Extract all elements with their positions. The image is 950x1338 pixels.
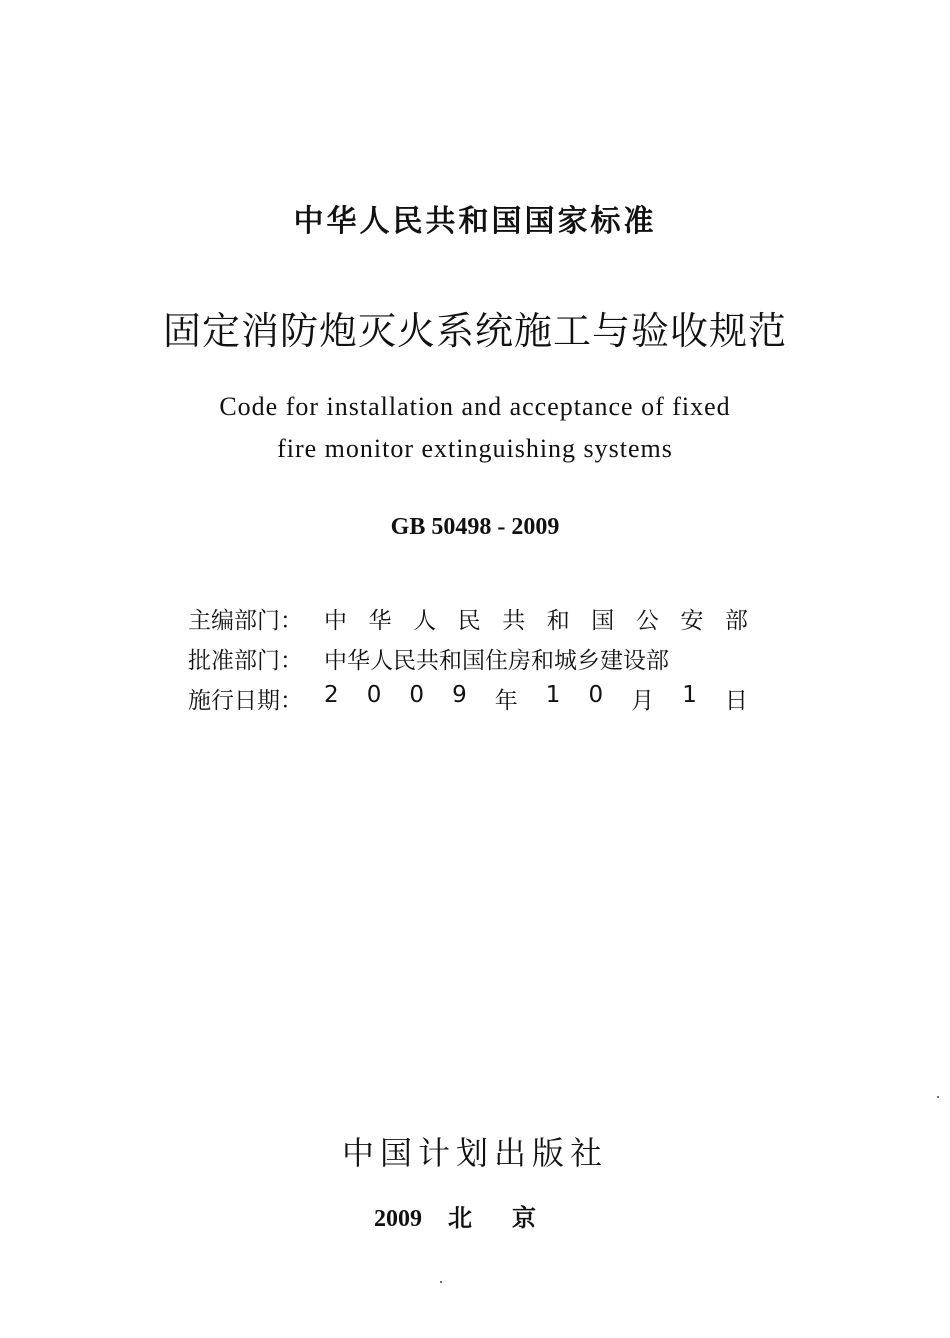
approver-value: 中华人民共和国住房和城乡建设部 xyxy=(324,647,669,674)
date-char: 0 xyxy=(366,681,382,708)
editor-char: 公 xyxy=(635,607,659,634)
document-title-english xyxy=(0,386,950,470)
effective-date-label: 施行日期： xyxy=(188,687,303,714)
date-char: 日 xyxy=(724,687,748,714)
effective-date-value xyxy=(324,682,748,715)
date-char: 1 xyxy=(545,681,561,708)
standard-code: GB 50498 - 2009 xyxy=(390,514,560,540)
scan-speck xyxy=(937,1096,939,1098)
editor-value xyxy=(324,602,748,635)
publication-line xyxy=(0,1198,950,1233)
effective-date-row xyxy=(188,678,748,718)
approver-row xyxy=(188,638,748,678)
standard-metadata xyxy=(188,598,748,718)
editor-char: 人 xyxy=(413,607,437,634)
english-title-line-1: Code for installation and acceptance of fixed xyxy=(219,392,731,421)
date-char: 9 xyxy=(452,681,467,708)
approver-label: 批准部门： xyxy=(188,647,303,674)
document-title-chinese: 固定消防炮灭火系统施工与验收规范 xyxy=(162,309,787,353)
scan-speck xyxy=(440,1281,442,1283)
publisher-name: 中国计划出版社 xyxy=(341,1134,608,1172)
editor-char: 国 xyxy=(591,607,615,634)
english-title-line-2: fire monitor extinguishing systems xyxy=(277,434,673,463)
editor-char: 民 xyxy=(457,607,481,634)
editor-char: 华 xyxy=(368,607,392,634)
publication-year: 2009 xyxy=(374,1206,422,1232)
editor-char: 部 xyxy=(724,607,748,634)
editor-char: 共 xyxy=(502,607,526,634)
publication-city: 北京 xyxy=(448,1204,576,1232)
date-char: 年 xyxy=(494,687,518,714)
editor-char: 和 xyxy=(546,607,570,634)
date-char: 0 xyxy=(588,681,604,708)
date-char: 1 xyxy=(682,681,697,708)
date-char: 月 xyxy=(631,687,655,714)
editor-char: 安 xyxy=(680,607,704,634)
editor-label: 主编部门： xyxy=(188,607,303,634)
date-char: 2 xyxy=(324,681,339,708)
date-char: 0 xyxy=(409,681,425,708)
editor-row xyxy=(188,598,748,638)
standard-series-heading: 中华人民共和国国家标准 xyxy=(293,204,657,239)
editor-char: 中 xyxy=(324,607,347,634)
